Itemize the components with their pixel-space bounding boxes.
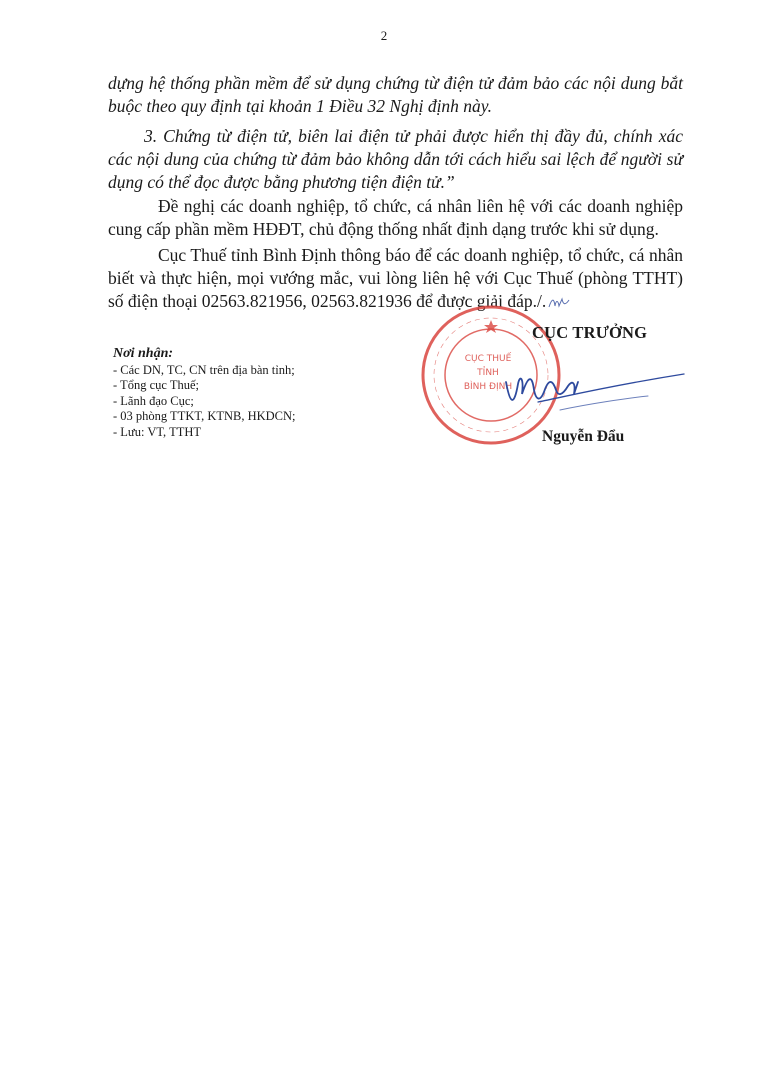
body-paragraph-4 [108, 244, 683, 313]
page-number: 2 [380, 28, 388, 43]
signature-icon [498, 352, 688, 422]
recipients-title: Nơi nhận: [113, 346, 174, 361]
recipient-item: - Lưu: VT, TTHT [113, 424, 202, 439]
recipient-item: - Các DN, TC, CN trên địa bàn tỉnh; [113, 362, 295, 377]
recipient-item: - 03 phòng TTKT, KTNB, HKDCN; [113, 409, 296, 423]
seal-line: TỈNH [477, 368, 499, 378]
body-paragraph-3: Đề nghị các doanh nghiệp, tổ chức, cá nhân liên hệ với các doanh nghiệp cung cấp phần mềm HĐĐT, chủ động thống nhất định dạng trước khi sử dụng. [108, 196, 683, 239]
body-paragraph-1: dựng hệ thống phần mềm để sử dụng chứng từ điện tử đảm bảo các nội dung bắt buộc theo quy định tại khoản 1 Điều 32 Nghị định này. [108, 73, 683, 116]
body-paragraph-2: 3. Chứng từ điện tử, biên lai điện tử phải được hiển thị đầy đủ, chính xác các nội dung của chứng từ đảm bảo không dẫn tới cách hiểu sai lệch để người sử dụng có thể đọc được bằng phương tiện điện tử.” [108, 126, 683, 192]
seal-line: CỤC THUẾ [464, 354, 512, 364]
signer-title: CỤC TRƯỞNG [532, 323, 648, 342]
signer-name: Nguyễn Đẩu [542, 428, 625, 445]
seal-line: BÌNH ĐỊNH [463, 382, 513, 392]
body-paragraph-4-text: Cục Thuế tỉnh Bình Định thông báo để các doanh nghiệp, tổ chức, cá nhân biết và thực hiện, mọi vướng mắc, vui lòng liên hệ với Cục Thuế (phòng TTHT) số điện thoại 02563.821956, 02563.821936 để được giải đáp./. [108, 245, 683, 311]
recipient-item: - Tổng cục Thuế; [113, 378, 199, 392]
recipients-block [113, 346, 373, 440]
recipient-item: - Lãnh đạo Cục; [113, 393, 194, 408]
